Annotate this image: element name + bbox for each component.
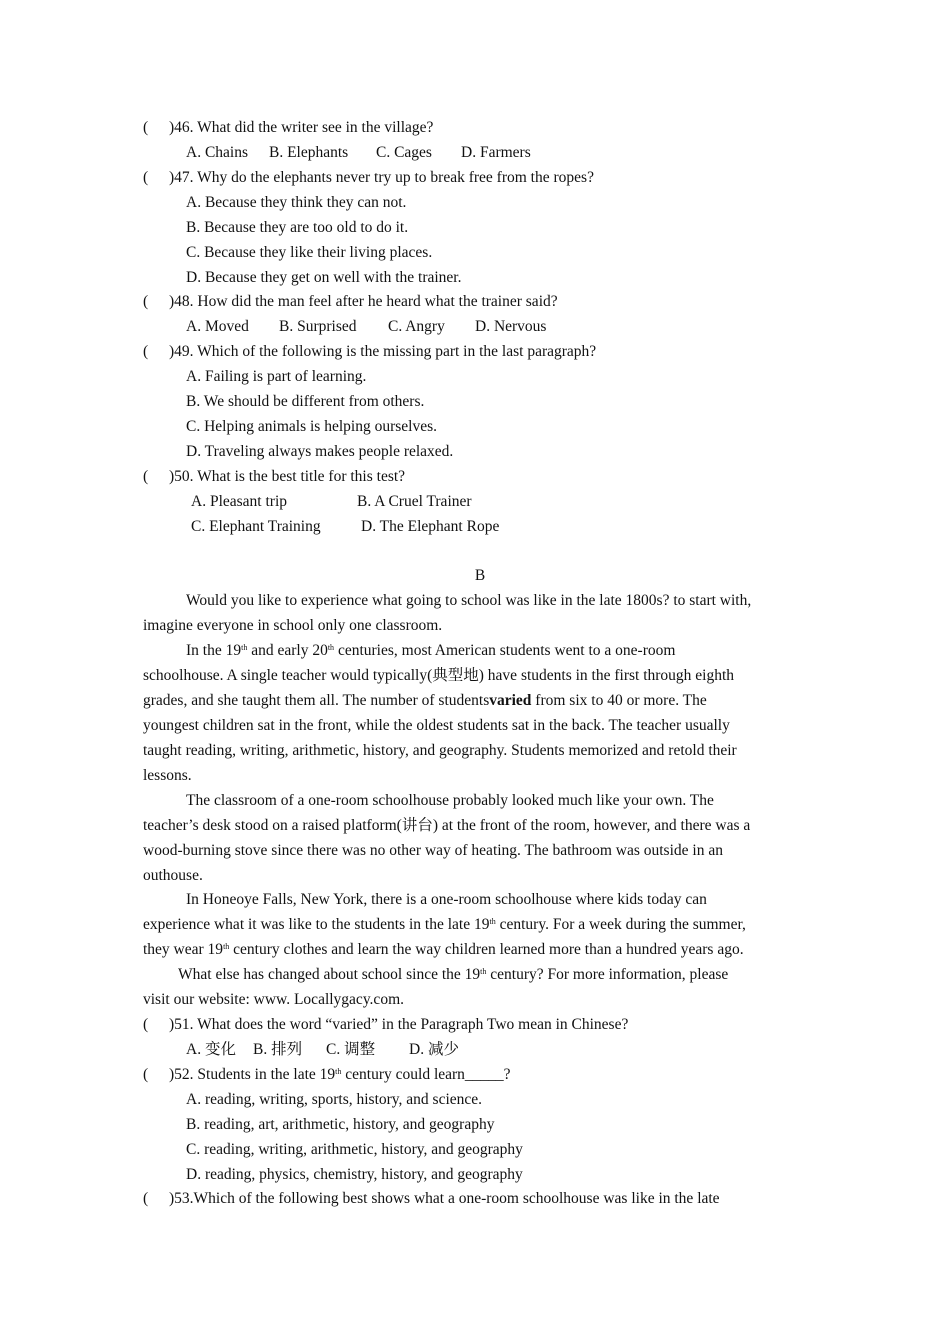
question-49-option-c: C. Helping animals is helping ourselves. xyxy=(186,418,437,435)
passage-line: In Honeoye Falls, New York, there is a one-room schoolhouse where kids today can xyxy=(186,891,707,908)
question-52-option-d: D. reading, physics, chemistry, history, and geography xyxy=(186,1166,523,1183)
question-51: ( )51. What does the word “varied” in the Paragraph Two mean in Chinese? xyxy=(143,1016,629,1033)
option-d: D. Nervous xyxy=(475,318,547,335)
passage-line: teacher’s desk stood on a raised platform(讲台) at the front of the room, however, and there was a xyxy=(143,817,751,834)
option-b: B. Surprised xyxy=(279,318,357,335)
option-b: B. Elephants xyxy=(269,144,349,161)
keyword-varied: varied xyxy=(489,692,532,709)
passage-line: experience what it was like to the students in the late 19th century. For a week during the summer, xyxy=(143,916,746,933)
question-49-option-a: A. Failing is part of learning. xyxy=(186,368,367,385)
question-50: ( )50. What is the best title for this test? xyxy=(143,468,406,485)
option-b: B. A Cruel Trainer xyxy=(357,493,472,510)
passage-line: taught reading, writing, arithmetic, history, and geography. Students memorized and retold their xyxy=(143,742,737,759)
passage-line: The classroom of a one-room schoolhouse probably looked much like your own. The xyxy=(186,792,714,809)
question-52-option-a: A. reading, writing, sports, history, and science. xyxy=(186,1091,483,1108)
passage-line: Would you like to experience what going to school was like in the late 1800s? to start with, xyxy=(186,592,752,609)
question-48: ( )48. How did the man feel after he heard what the trainer said? xyxy=(143,293,558,310)
question-50-options-row1 xyxy=(191,492,472,512)
question-51-options xyxy=(186,1040,459,1060)
passage-line: they wear 19th century clothes and learn the way children learned more than a hundred years ago. xyxy=(143,941,744,958)
option-d: D. Farmers xyxy=(461,144,531,161)
question-47: ( )47. Why do the elephants never try up to break free from the ropes? xyxy=(143,169,594,186)
question-46: ( )46. What did the writer see in the village? xyxy=(143,119,434,136)
question-49-option-b: B. We should be different from others. xyxy=(186,393,425,410)
option-b: B. 排列 xyxy=(253,1041,303,1058)
option-d: D. The Elephant Rope xyxy=(361,518,500,535)
question-52: ( )52. Students in the late 19th century could learn_____? xyxy=(143,1066,511,1083)
question-47-option-b: B. Because they are too old to do it. xyxy=(186,219,409,236)
option-a: A. Chains xyxy=(186,144,248,161)
question-53: ( )53.Which of the following best shows what a one-room schoolhouse was like in the late xyxy=(143,1190,720,1207)
question-47-option-a: A. Because they think they can not. xyxy=(186,194,407,211)
option-c: C. Elephant Training xyxy=(191,518,321,535)
option-c: C. Cages xyxy=(376,144,432,161)
passage-line: In the 19th and early 20th centuries, most American students went to a one-room xyxy=(186,642,676,659)
section-heading: B xyxy=(474,567,486,584)
option-a: A. Moved xyxy=(186,318,249,335)
question-47-option-c: C. Because they like their living places. xyxy=(186,244,433,261)
question-46-options xyxy=(186,143,531,163)
option-c: C. Angry xyxy=(388,318,445,335)
option-d: D. 减少 xyxy=(409,1041,459,1058)
option-a: A. Pleasant trip xyxy=(191,493,287,510)
question-50-options-row2 xyxy=(191,517,499,537)
passage-line: What else has changed about school since the 19th century? For more information, please xyxy=(178,966,729,983)
passage-line: outhouse. xyxy=(143,867,203,884)
passage-line: grades, and she taught them all. The number of studentsvaried from six to 40 or more. The xyxy=(143,692,707,709)
passage-line: youngest children sat in the front, while the oldest students sat in the back. The teacher usually xyxy=(143,717,730,734)
passage-line: visit our website: www. Locallygacy.com. xyxy=(143,991,404,1008)
question-49: ( )49. Which of the following is the missing part in the last paragraph? xyxy=(143,343,597,360)
passage-line: imagine everyone in school only one classroom. xyxy=(143,617,443,634)
question-52-option-b: B. reading, art, arithmetic, history, and geography xyxy=(186,1116,495,1133)
question-52-option-c: C. reading, writing, arithmetic, history, and geography xyxy=(186,1141,523,1158)
option-a: A. 变化 xyxy=(186,1041,236,1058)
passage-line: schoolhouse. A single teacher would typically(典型地) have students in the first through eighth xyxy=(143,667,735,684)
question-48-options xyxy=(186,317,546,337)
question-49-option-d: D. Traveling always makes people relaxed. xyxy=(186,443,454,460)
question-47-option-d: D. Because they get on well with the trainer. xyxy=(186,269,462,286)
option-c: C. 调整 xyxy=(326,1041,376,1058)
passage-line: lessons. xyxy=(143,767,192,784)
passage-line: wood-burning stove since there was no other way of heating. The bathroom was outside in an xyxy=(143,842,723,859)
